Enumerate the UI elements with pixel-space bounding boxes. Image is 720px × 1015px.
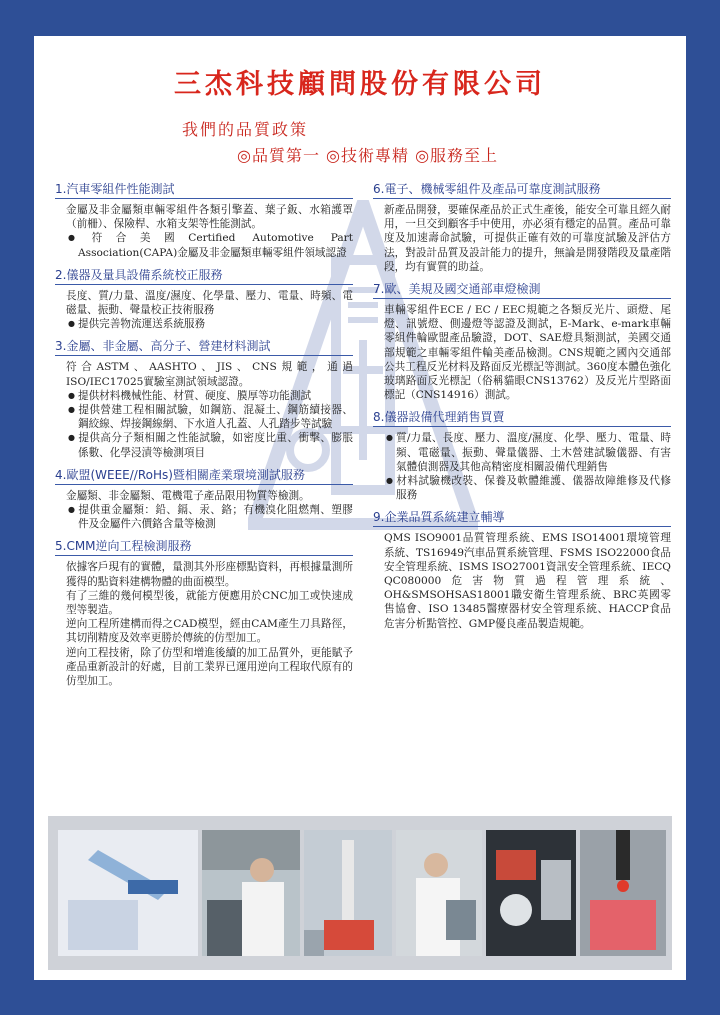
section-bullet: ● 提供完善物流運送系統服務: [55, 317, 353, 331]
section-paragraph: 逆向工程技術，除了仿型和增進後續的加工品質外，更能賦予產品重新設計的好處，目前工業界已運用逆向工程取代原有的仿型加工。: [66, 646, 353, 688]
section-bullet: ● 提供高分子類相關之性能試驗，如密度比重、衝擊、膨脹係數、化學浸漬等檢測項目: [55, 431, 353, 459]
photo-pipette-testing: [304, 830, 392, 956]
photo-strip: [48, 816, 672, 970]
section-automotive-parts-testing: [55, 180, 353, 260]
section-bullet: ● 材料試驗機改裝、保養及軟體維護、儀器故障維修及代修服務: [373, 474, 671, 502]
company-name: 三杰科技顧問股份有限公司: [174, 69, 546, 100]
section-bullet: ● 提供重金屬類：鉛、鎘、汞、鉻；有機溴化阻燃劑、塑膠件及金屬件六價鉻含量等檢測: [55, 503, 353, 531]
section-paragraph: 有了三維的幾何模型後，就能方便應用於CNC加工或快速成型等製造。: [66, 589, 353, 617]
photo-technician-2: [396, 830, 482, 956]
section-paragraph: 金屬及非金屬類車輛零組件各類引擎蓋、葉子鈑、水箱護罩（前柵）、保險桿、水箱支架等性能測試。: [66, 204, 353, 231]
section-bullet: ● 質/力量、長度、壓力、溫度/濕度、化學、壓力、電量、時頻、電磁量、振動、聲量儀器、土木營建試驗儀器、有害氣體偵測器及其他高精密度相關設備代理銷售: [373, 431, 671, 474]
section-title: 9.企業品質系統建立輔導: [373, 508, 671, 527]
section-title: 1.汽車零組件性能測試: [55, 180, 353, 199]
section-title: 8.儀器設備代理銷售買賣: [373, 408, 671, 427]
section-title: 3.金屬、非金屬、高分子、營建材料測試: [55, 337, 353, 356]
section-instrument-sales: [373, 408, 671, 502]
photo-lab-equipment-1: [58, 830, 198, 956]
quality-policy-motto: ◎品質第一 ◎技術專精 ◎服務至上: [237, 146, 499, 165]
section-paragraph: 依據客戶現有的實體，量測其外形座標點資料，再根據量測所獲得的點資料建構物體的曲面模型。: [66, 561, 353, 588]
section-title: 7.歐、美規及國交通部車燈檢測: [373, 280, 671, 299]
section-cmm-reverse-engineering: [55, 537, 353, 688]
section-vehicle-lamp-testing: [373, 280, 671, 402]
section-quality-system-consulting: [373, 508, 671, 630]
quality-policy-title: 我們的品質政策: [182, 120, 309, 139]
section-rohs-environment-testing: [55, 466, 353, 532]
section-paragraph: QMS ISO9001品質管理系統、EMS ISO14001環境管理系統、TS16949汽車品質系統管理、FSMS ISO22000食品安全管理系統、ISMS ISO27001資訊安全管理系統、IECQ QC080000危害物質過程管理系統、OH&SMSOHSAS18001職安衛生管理系統、BRC英國零售協會、ISO 13485醫療器材安全管理系統、HACCP食品危害分析點管控、GMP優良產品製造規範。: [384, 532, 671, 630]
section-title: 5.CMM逆向工程檢測服務: [55, 537, 353, 556]
photo-technician-1: [202, 830, 300, 956]
section-paragraph: 金屬類、非金屬類、電機電子產品限用物質等檢測。: [66, 489, 310, 502]
brochure-page: [34, 36, 686, 980]
section-paragraph: 符合ASTM、AASHTO、JIS、CNS規範，通過ISO/IEC17025實驗室測試領域認證。: [66, 361, 353, 388]
section-paragraph: 新產品開發，要確保產品於正式生產後，能安全可靠且經久耐用，一旦交到顧客手中使用，亦必須有穩定的品質。產品可靠度及加速壽命試驗，可提供正確有效的可靠度試驗及評估方法，對設計品質及設計能力的提升，無論是開發階段及量產階段，均有實質的助益。: [384, 204, 671, 273]
section-material-testing: [55, 337, 353, 459]
right-column: [373, 180, 671, 637]
section-title: 2.儀器及量具設備系統校正服務: [55, 266, 353, 285]
left-column: [55, 180, 353, 694]
section-bullet: ● 提供材料機械性能、材質、硬度、膜厚等功能測試: [55, 389, 353, 403]
section-title: 4.歐盟(WEEE//RoHs)暨相關產業環境測試服務: [55, 466, 353, 485]
section-bullet: ● 符合美國Certified Automotive Part Association(CAPA)金屬及非金屬類車輛零組件領域認證: [55, 231, 353, 259]
section-bullet: ● 提供營建工程相關試驗，如鋼筋、混凝土、鋼筋續接器、鋼絞線、焊接鋼線網、下水道人孔蓋、人孔踏步等試驗: [55, 403, 353, 431]
section-title: 6.電子、機械零組件及產品可靠度測試服務: [373, 180, 671, 199]
section-calibration-service: [55, 266, 353, 332]
photo-cmm-probe: [580, 830, 666, 956]
section-paragraph: 逆向工程所建構而得之CAD模型，經由CAM產生刀具路徑，其切削精度及效率更勝於傳統的仿型加工。: [66, 618, 353, 645]
section-paragraph: 車輛零組件ECE / EC / EEC規範之各類反光片、頭燈、尾燈、訊號燈、側邊燈等認證及測試，E-Mark、e-mark車輛零組件輪歐盟產品驗證，DOT、SAE燈具類測試，美國交通部規範之車輛零組件輪美產品檢測。CNS規範之國內交通部公共工程反光材料及路面反光標記等測試。360度本體色強化玻璃路面反光標記（俗稱貓眼CNS13762）及反光片型路面標記（CNS14916）測試。: [384, 304, 671, 402]
section-paragraph: 長度、質/力量、溫度/濕度、化學量、壓力、電量、時頻、電磁量、振動、聲量校正技術服務: [66, 289, 353, 317]
photo-measurement-machine: [486, 830, 576, 956]
section-reliability-testing: [373, 180, 671, 274]
